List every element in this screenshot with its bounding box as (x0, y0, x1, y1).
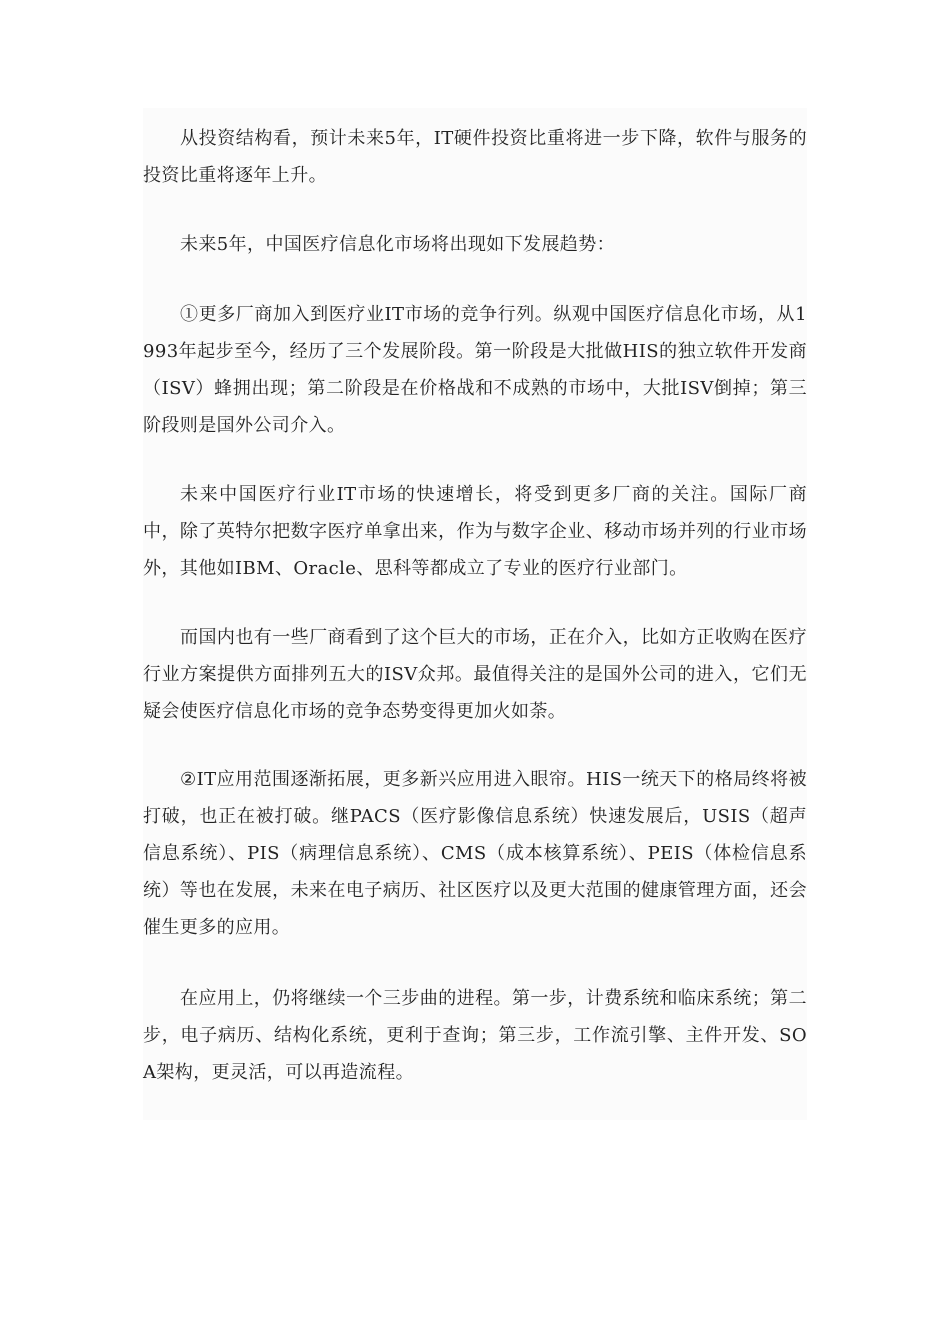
paragraph-trends-intro: 未来5年，中国医疗信息化市场将出现如下发展趋势： (180, 234, 616, 255)
paragraph-trend-1-vendors: ①更多厂商加入到医疗业IT市场的竞争行列。纵观中国医疗信息化市场，从1993年起步至今，经历了三个发展阶段。第一阶段是大批做HIS的独立软件开发商（ISV）蜂拥出现；第二阶段是在价格战和不成熟的市场中，大批ISV倒掉；第三阶段则是国外公司介入。 (143, 304, 807, 436)
paragraph-international-vendors: 未来中国医疗行业IT市场的快速增长，将受到更多厂商的关注。国际厂商中，除了英特尔把数字医疗单拿出来，作为与数字企业、移动市场并列的行业市场外，其他如IBM、Oracle、思科等都成立了专业的医疗行业部门。 (143, 484, 807, 579)
paragraph-trend-2-applications: ②IT应用范围逐渐拓展，更多新兴应用进入眼帘。HIS一统天下的格局终将被打破，也正在被打破。继PACS（医疗影像信息系统）快速发展后，USIS（超声信息系统）、PIS（病理信息系统）、CMS（成本核算系统）、PEIS（体检信息系统）等也在发展，未来在电子病历、社区医疗以及更大范围的健康管理方面，还会催生更多的应用。 (143, 769, 807, 938)
paragraph-domestic-vendors: 而国内也有一些厂商看到了这个巨大的市场，正在介入，比如方正收购在医疗行业方案提供方面排列五大的ISV众邦。最值得关注的是国外公司的进入，它们无疑会使医疗信息化市场的竞争态势变得更加火如荼。 (143, 627, 807, 722)
article-body (143, 108, 807, 1120)
paragraph-investment-structure: 从投资结构看，预计未来5年，IT硬件投资比重将进一步下降，软件与服务的投资比重将逐年上升。 (143, 128, 807, 186)
paragraph-three-steps: 在应用上，仍将继续一个三步曲的进程。第一步，计费系统和临床系统；第二步，电子病历、结构化系统，更利于查询；第三步，工作流引擎、主件开发、SOA架构，更灵活，可以再造流程。 (143, 988, 807, 1083)
